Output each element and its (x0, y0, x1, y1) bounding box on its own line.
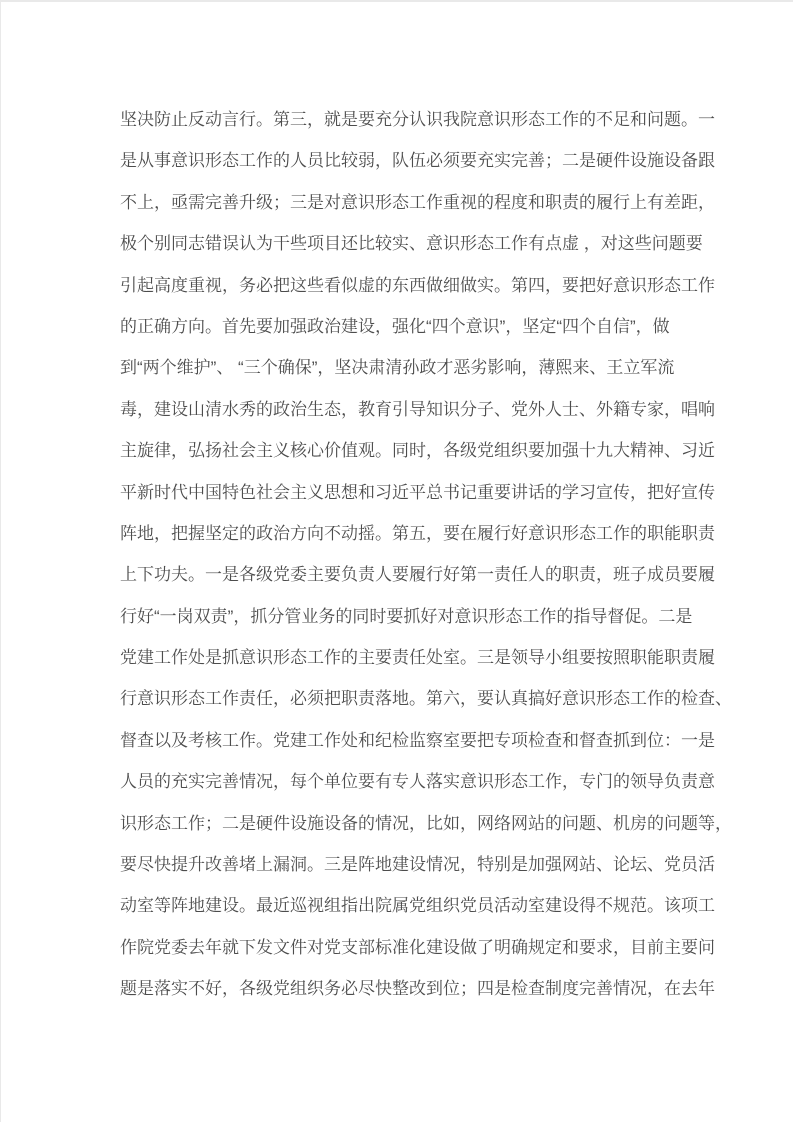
text-line: 要尽快提升改善堵上漏洞。三是阵地建设情况，特别是加强网站、论坛、党员活 (120, 855, 715, 875)
text-line: 主旋律，弘扬社会主义核心价值观。同时，各级党组织要加强十九大精神、习近 (120, 441, 715, 461)
text-line: 坚决防止反动言行。第三，就是要充分认识我院意识形态工作的不足和问题。一 (120, 110, 715, 129)
text-line: 人员的充实完善情况，每个单位要有专人落实意识形态工作，专门的领导负责意 (120, 772, 715, 792)
text-line: 作院党委去年就下发文件对党支部标准化建设做了明确规定和要求，目前主要问 (120, 937, 715, 957)
text-line: 行好“一岗双责”，抓分管业务的同时要抓好对意识形态工作的指导督促。二是 (120, 606, 693, 626)
text-line: 识形态工作；二是硬件设施设备的情况，比如，网络网站的问题、机房的问题等， (120, 813, 732, 833)
text-line: 极个别同志错误认为干些项目还比较实、意识形态工作有点虚 ，对这些问题要 (120, 234, 703, 254)
text-line: 的正确方向。首先要加强政治建设，强化“四个意识”，坚定“四个自信”，做 (120, 316, 670, 336)
text-line: 到“两个维护”、 “三个确保”，坚决肃清孙政才恶劣影响，薄熙来、王立军流 (120, 358, 675, 378)
text-line: 引起高度重视，务必把这些看似虚的东西做细做实。第四，要把好意识形态工作 (120, 275, 715, 295)
document-text (120, 99, 732, 1010)
text-line: 督查以及考核工作。党建工作处和纪检监察室要把专项检查和督查抓到位：一是 (120, 730, 715, 750)
text-line: 上下功夫。一是各级党委主要负责人要履行好第一责任人的职责，班子成员要履 (120, 565, 715, 585)
text-line: 平新时代中国特色社会主义思想和习近平总书记重要讲话的学习宣传，把好宣传 (120, 482, 715, 502)
document-page (1, 2, 793, 1124)
text-line: 阵地，把握坚定的政治方向不动摇。第五，要在履行好意识形态工作的职能职责 (120, 523, 715, 543)
text-line: 毒，建设山清水秀的政治生态，教育引导知识分子、党外人士、外籍专家，唱响 (120, 399, 715, 419)
text-line: 不上，亟需完善升级；三是对意识形态工作重视的程度和职责的履行上有差距， (120, 192, 715, 212)
text-line: 题是落实不好，各级党组织务必尽快整改到位；四是检查制度完善情况，在去年 (120, 979, 715, 999)
text-line: 动室等阵地建设。最近巡视组指出院属党组织党员活动室建设得不规范。该项工 (120, 896, 715, 916)
text-line: 行意识形态工作责任，必须把职责落地。第六，要认真搞好意识形态工作的检查、 (120, 689, 732, 709)
text-line: 党建工作处是抓意识形态工作的主要责任处室。三是领导小组要按照职能职责履 (120, 648, 715, 668)
text-line: 是从事意识形态工作的人员比较弱，队伍必须要充实完善；二是硬件设施设备跟 (120, 151, 715, 171)
